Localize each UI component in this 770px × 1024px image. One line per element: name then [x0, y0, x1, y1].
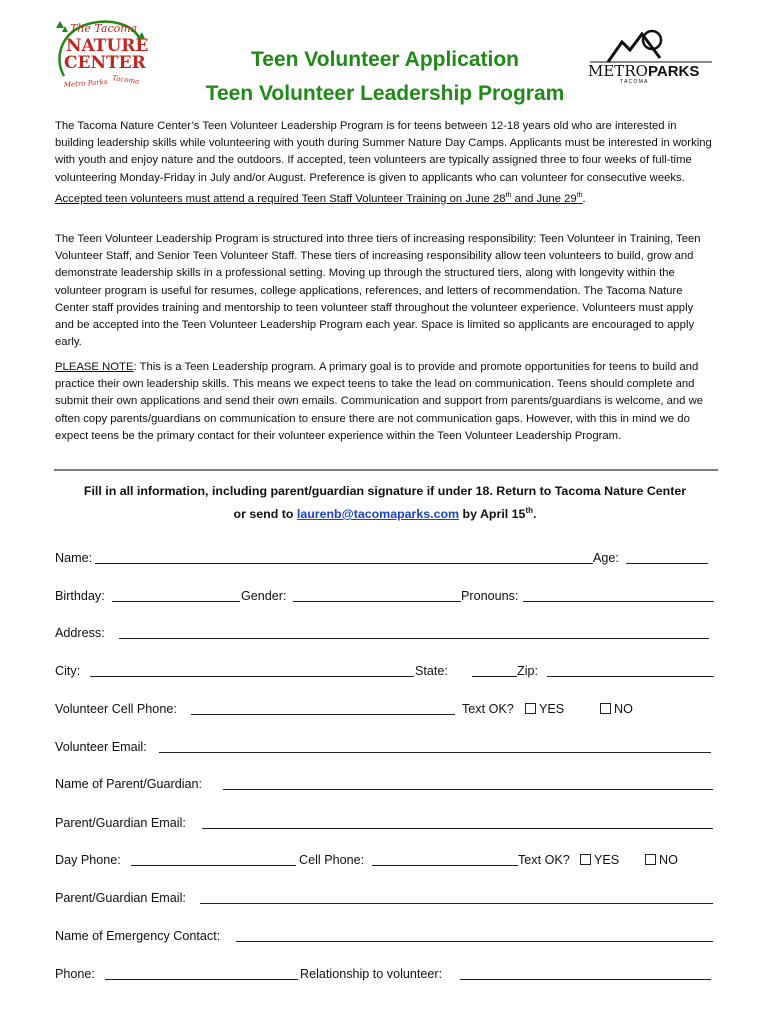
contact-email-link[interactable]: laurenb@tacomaparks.com [296, 507, 460, 522]
row-parent-name [55, 773, 715, 793]
address-label: Address: [55, 626, 105, 640]
city-label: City: [55, 664, 81, 678]
volunteer-email-label: Volunteer Email: [55, 740, 147, 754]
checkbox-icon[interactable] [600, 703, 611, 714]
gender-label: Gender: [241, 589, 287, 603]
row-birthday [55, 585, 715, 605]
phone-field[interactable] [105, 979, 298, 980]
logo-line3: CENTER [64, 53, 146, 73]
pronouns-field[interactable] [523, 601, 714, 602]
zip-label: Zip: [517, 664, 538, 678]
row-volunteer-email [55, 736, 715, 756]
birthday-label: Birthday: [55, 589, 105, 603]
day-phone-label: Day Phone: [55, 853, 121, 867]
text-ok-yes-option-2[interactable]: YES [580, 853, 619, 867]
address-field[interactable] [119, 638, 709, 639]
row-volunteer-cell [55, 698, 715, 718]
name-label: Name: [55, 551, 93, 565]
parent-email-field-2[interactable] [200, 903, 713, 904]
checkbox-icon[interactable] [645, 854, 656, 865]
parent-name-label: Name of Parent/Guardian: [55, 777, 203, 791]
page-title: Teen Volunteer Application [251, 48, 519, 71]
volunteer-email-field[interactable] [159, 752, 711, 753]
cell-phone-label: Cell Phone: [299, 853, 365, 867]
row-parent-email-2 [55, 887, 715, 907]
volunteer-cell-field[interactable] [191, 714, 455, 715]
volunteer-cell-label: Volunteer Cell Phone: [55, 702, 177, 716]
age-label: Age: [593, 551, 619, 565]
intro-paragraph-1: The Tacoma Nature Center’s Teen Volunteer Leadership Program is for teens between 12-18 years old who are interested in building leadership skills while volunteering with youth during Summer Nature Day Camps. Applicants must be interested in working with youth and enjoy nature and the outdoors. If accepted, teen volunteers are typically assigned three to four weeks of full-time volunteering Monday-Friday in July and/or August. Preference is given to applicants who can volunteer for consecutive weeks. Accepted teen volunteers must attend a required Teen Staff Volunteer Training on June 28th and June 29th. [55, 120, 712, 205]
age-field[interactable] [626, 563, 708, 564]
logo-tacoma: T A C O M A [620, 79, 648, 84]
logo-metro: METRO [588, 62, 648, 80]
gender-field[interactable] [293, 601, 461, 602]
checkbox-icon[interactable] [580, 854, 591, 865]
logo-line2: NATURE [66, 36, 149, 56]
parent-name-field[interactable] [223, 789, 713, 790]
text-ok-no-option-2[interactable]: NO [645, 853, 678, 867]
logo-line1: The Tacoma [70, 22, 138, 35]
parent-email-label-2: Parent/Guardian Email: [55, 891, 186, 905]
parent-email-field[interactable] [202, 828, 713, 829]
row-parent-email [55, 812, 715, 832]
relationship-label: Relationship to volunteer: [300, 967, 443, 981]
checkbox-icon[interactable] [525, 703, 536, 714]
please-note-label: PLEASE NOTE [55, 361, 134, 373]
relationship-field[interactable] [460, 979, 711, 980]
emergency-contact-field[interactable] [236, 941, 713, 942]
row-phones [55, 849, 715, 869]
state-field[interactable] [472, 676, 517, 677]
emergency-contact-label: Name of Emergency Contact: [55, 929, 221, 943]
text-ok-label-2: Text OK? [518, 853, 570, 867]
section-divider [54, 469, 718, 471]
row-emergency-phone [55, 963, 715, 983]
row-emergency-contact [55, 925, 715, 945]
page-subtitle: Teen Volunteer Leadership Program [205, 82, 565, 105]
text-ok-label: Text OK? [462, 702, 514, 716]
pronouns-label: Pronouns: [461, 589, 519, 603]
city-field[interactable] [90, 676, 414, 677]
logo-parks: PARKS [648, 63, 700, 80]
logo-tag1: Metro Parks [63, 77, 108, 89]
intro-paragraph-2: The Teen Volunteer Leadership Program is structured into three tiers of increasing responsibility: Teen Volunteer in Training, Teen Volunteer Staff, and Senior Teen Volunteer Staff. These tiers of increasing responsibility allow teen volunteers to build, grow and demonstrate leadership skills in a professional setting. Moving up through the structured tiers, along with longevity within the volunteer program is useful for resumes, college applications, references, and letters of recommendation. The Tacoma Nature Center staff provides training and mentorship to teen volunteer staff throughout the volunteer experience. Volunteers must apply and be accepted into the Teen Volunteer Leadership Program each year. Space is limited so applicants are encouraged to apply early. [55, 233, 701, 349]
row-address [55, 622, 715, 642]
instructions: Fill in all information, including parent/guardian signature if under 18. Return to Tacoma Nature Center or send to laurenb@tacomaparks.com by April 15th. [83, 484, 687, 522]
text-ok-no-option[interactable]: NO [600, 702, 633, 716]
phone-label: Phone: [55, 967, 95, 981]
name-field[interactable] [95, 563, 593, 564]
text-ok-yes-option[interactable]: YES [525, 702, 564, 716]
row-city [55, 660, 715, 680]
row-name [55, 547, 715, 567]
birthday-field[interactable] [112, 601, 240, 602]
day-phone-field[interactable] [131, 865, 296, 866]
cell-phone-field[interactable] [372, 865, 518, 866]
parent-email-label: Parent/Guardian Email: [55, 816, 186, 830]
logo-tag2: Tacoma [111, 74, 140, 86]
state-label: State: [415, 664, 448, 678]
training-notice: Accepted teen volunteers must attend a required Teen Staff Volunteer Training on June 28th and June 29th [55, 191, 583, 205]
please-note-paragraph: PLEASE NOTE: This is a Teen Leadership program. A primary goal is to provide and promote opportunities for teens to build and practice their own leadership skills. This means we expect teens to take the lead on communication. Teens should complete and submit their own applications and send their own emails. Communication and support from parents/guardians is welcome, and we often copy parents/guardians on communication to ensure there are not communication gaps. However, with this in mind we do expect teens be the primary contact for their volunteer experience within the Teen Volunteer Leadership Program. [55, 361, 704, 442]
zip-field[interactable] [547, 676, 714, 677]
